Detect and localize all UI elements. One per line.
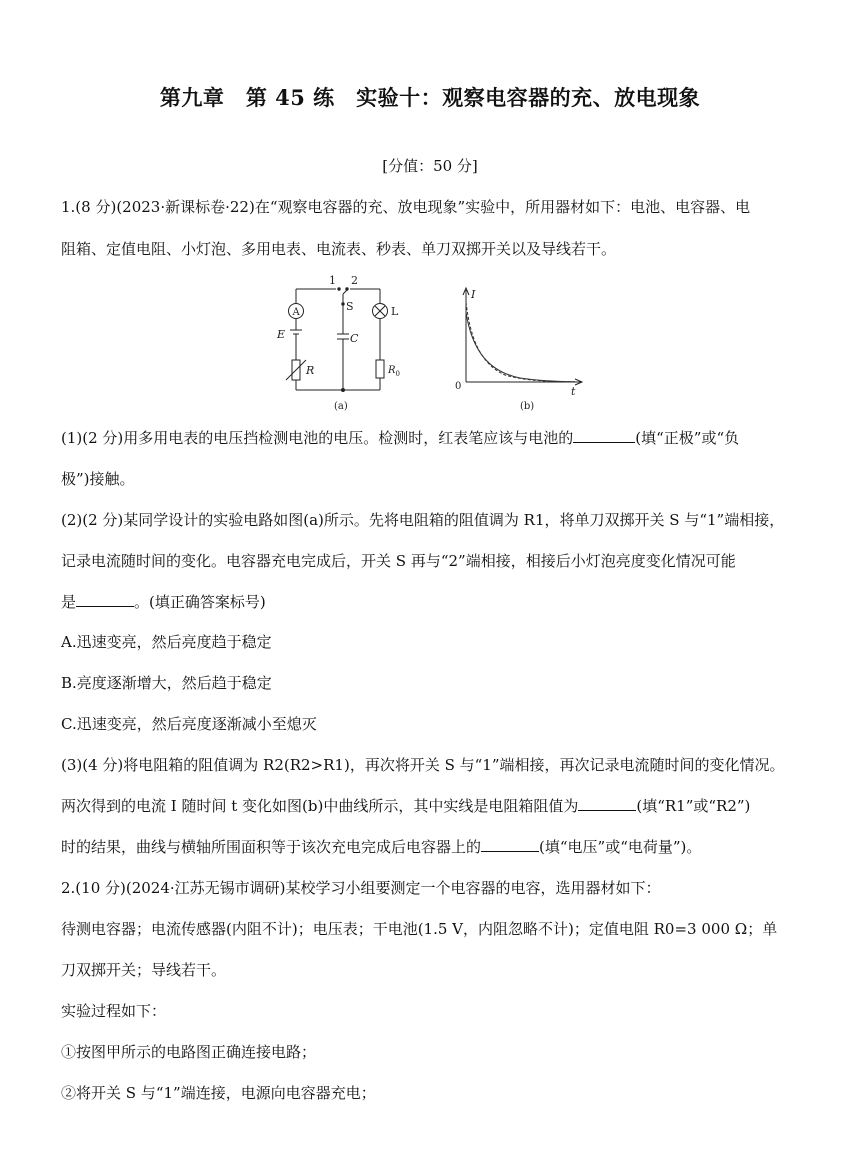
q2-stem-line1: 2.(10 分)(2024·江苏无锡市调研)某校学习小组要测定一个电容器的电容，选用器材如下：	[61, 879, 661, 897]
solid-curve	[466, 312, 575, 382]
circuit-diagram-a	[268, 272, 418, 414]
current-time-graph-b	[450, 282, 590, 414]
answer-blank-3[interactable]	[578, 796, 636, 811]
y-axis-label: I	[471, 288, 476, 301]
q2-stem-line3: 刀双掷开关；导线若干。	[61, 961, 227, 979]
label-ammeter-a: A	[292, 307, 300, 318]
dashed-curve	[466, 302, 575, 382]
label-2: 2	[351, 274, 358, 287]
label-s: S	[346, 300, 354, 313]
q1-part1-line2: 极”)接触。	[61, 470, 135, 488]
label-c: C	[350, 332, 359, 345]
q1-stem-line2: 阻箱、定值电阻、小灯泡、多用电表、电流表、秒表、单刀双掷开关以及导线若干。	[61, 240, 617, 258]
answer-blank-2[interactable]	[76, 592, 134, 607]
label-1: 1	[329, 274, 336, 287]
answer-blank-1[interactable]	[573, 428, 635, 443]
label-r0: $R_0$	[388, 365, 400, 378]
q1-part3-line2: 两次得到的电流 I 随时间 t 变化如图(b)中曲线所示，其中实线是电阻箱阻值为 (填“R1”或“R2”)	[61, 797, 751, 815]
q1-part3-line1: (3)(4 分)将电阻箱的阻值调为 R2(R2>R1)，再次将开关 S 与“1”端相接，再次记录电流随时间的变化情况。	[61, 756, 785, 774]
option-b: B.亮度逐渐增大，然后趋于稳定	[61, 674, 272, 692]
q1-stem-line1: 1.(8 分)(2023·新课标卷·22)在“观察电容器的充、放电现象”实验中，所用器材如下：电池、电容器、电	[61, 198, 751, 216]
answer-blank-4[interactable]	[481, 837, 539, 852]
score-label: [分值：50 分]	[382, 157, 478, 175]
q1-part1-line1: (1)(2 分)用多用电表的电压挡检测电池的电压。检测时，红表笔应该与电池的 (填“正极”或“负	[61, 429, 740, 447]
caption-b: (b)	[520, 401, 535, 412]
q2-step-1: ①按图甲所示的电路图正确连接电路；	[61, 1043, 317, 1061]
q2-procedure-heading: 实验过程如下：	[61, 1002, 167, 1020]
label-r: R	[306, 364, 315, 377]
q1-part2-line2: 记录电流随时间的变化。电容器充电完成后，开关 S 再与“2”端相接，相接后小灯泡亮度变化情况可能	[61, 552, 736, 570]
option-c: C.迅速变亮，然后亮度逐渐减小至熄灭	[61, 715, 317, 733]
x-axis-label: t	[571, 385, 576, 398]
caption-a: (a)	[334, 401, 348, 412]
q1-part2-line1: (2)(2 分)某同学设计的实验电路如图(a)所示。先将电阻箱的阻值调为 R1，将单刀双掷开关 S 与“1”端相接，	[61, 511, 785, 529]
label-l: L	[391, 305, 399, 318]
label-e: E	[277, 328, 286, 341]
option-a: A.迅速变亮，然后亮度趋于稳定	[61, 633, 272, 651]
q1-part3-line3: 时的结果，曲线与横轴所围面积等于该次充电完成后电容器上的 (填“电压”或“电荷量”)。	[61, 838, 702, 856]
origin-label: 0	[455, 381, 462, 392]
q2-stem-line2: 待测电容器；电流传感器(内阻不计)；电压表；干电池(1.5 V，内阻忽略不计)；定值电阻 R0=3 000 Ω；单	[61, 920, 778, 938]
q1-part2-line3: 是 。(填正确答案标号)	[61, 593, 266, 611]
q2-step-2: ②将开关 S 与“1”端连接，电源向电容器充电；	[61, 1084, 376, 1102]
page-title: 第九章 第 45 练 实验十：观察电容器的充、放电现象	[159, 85, 701, 110]
